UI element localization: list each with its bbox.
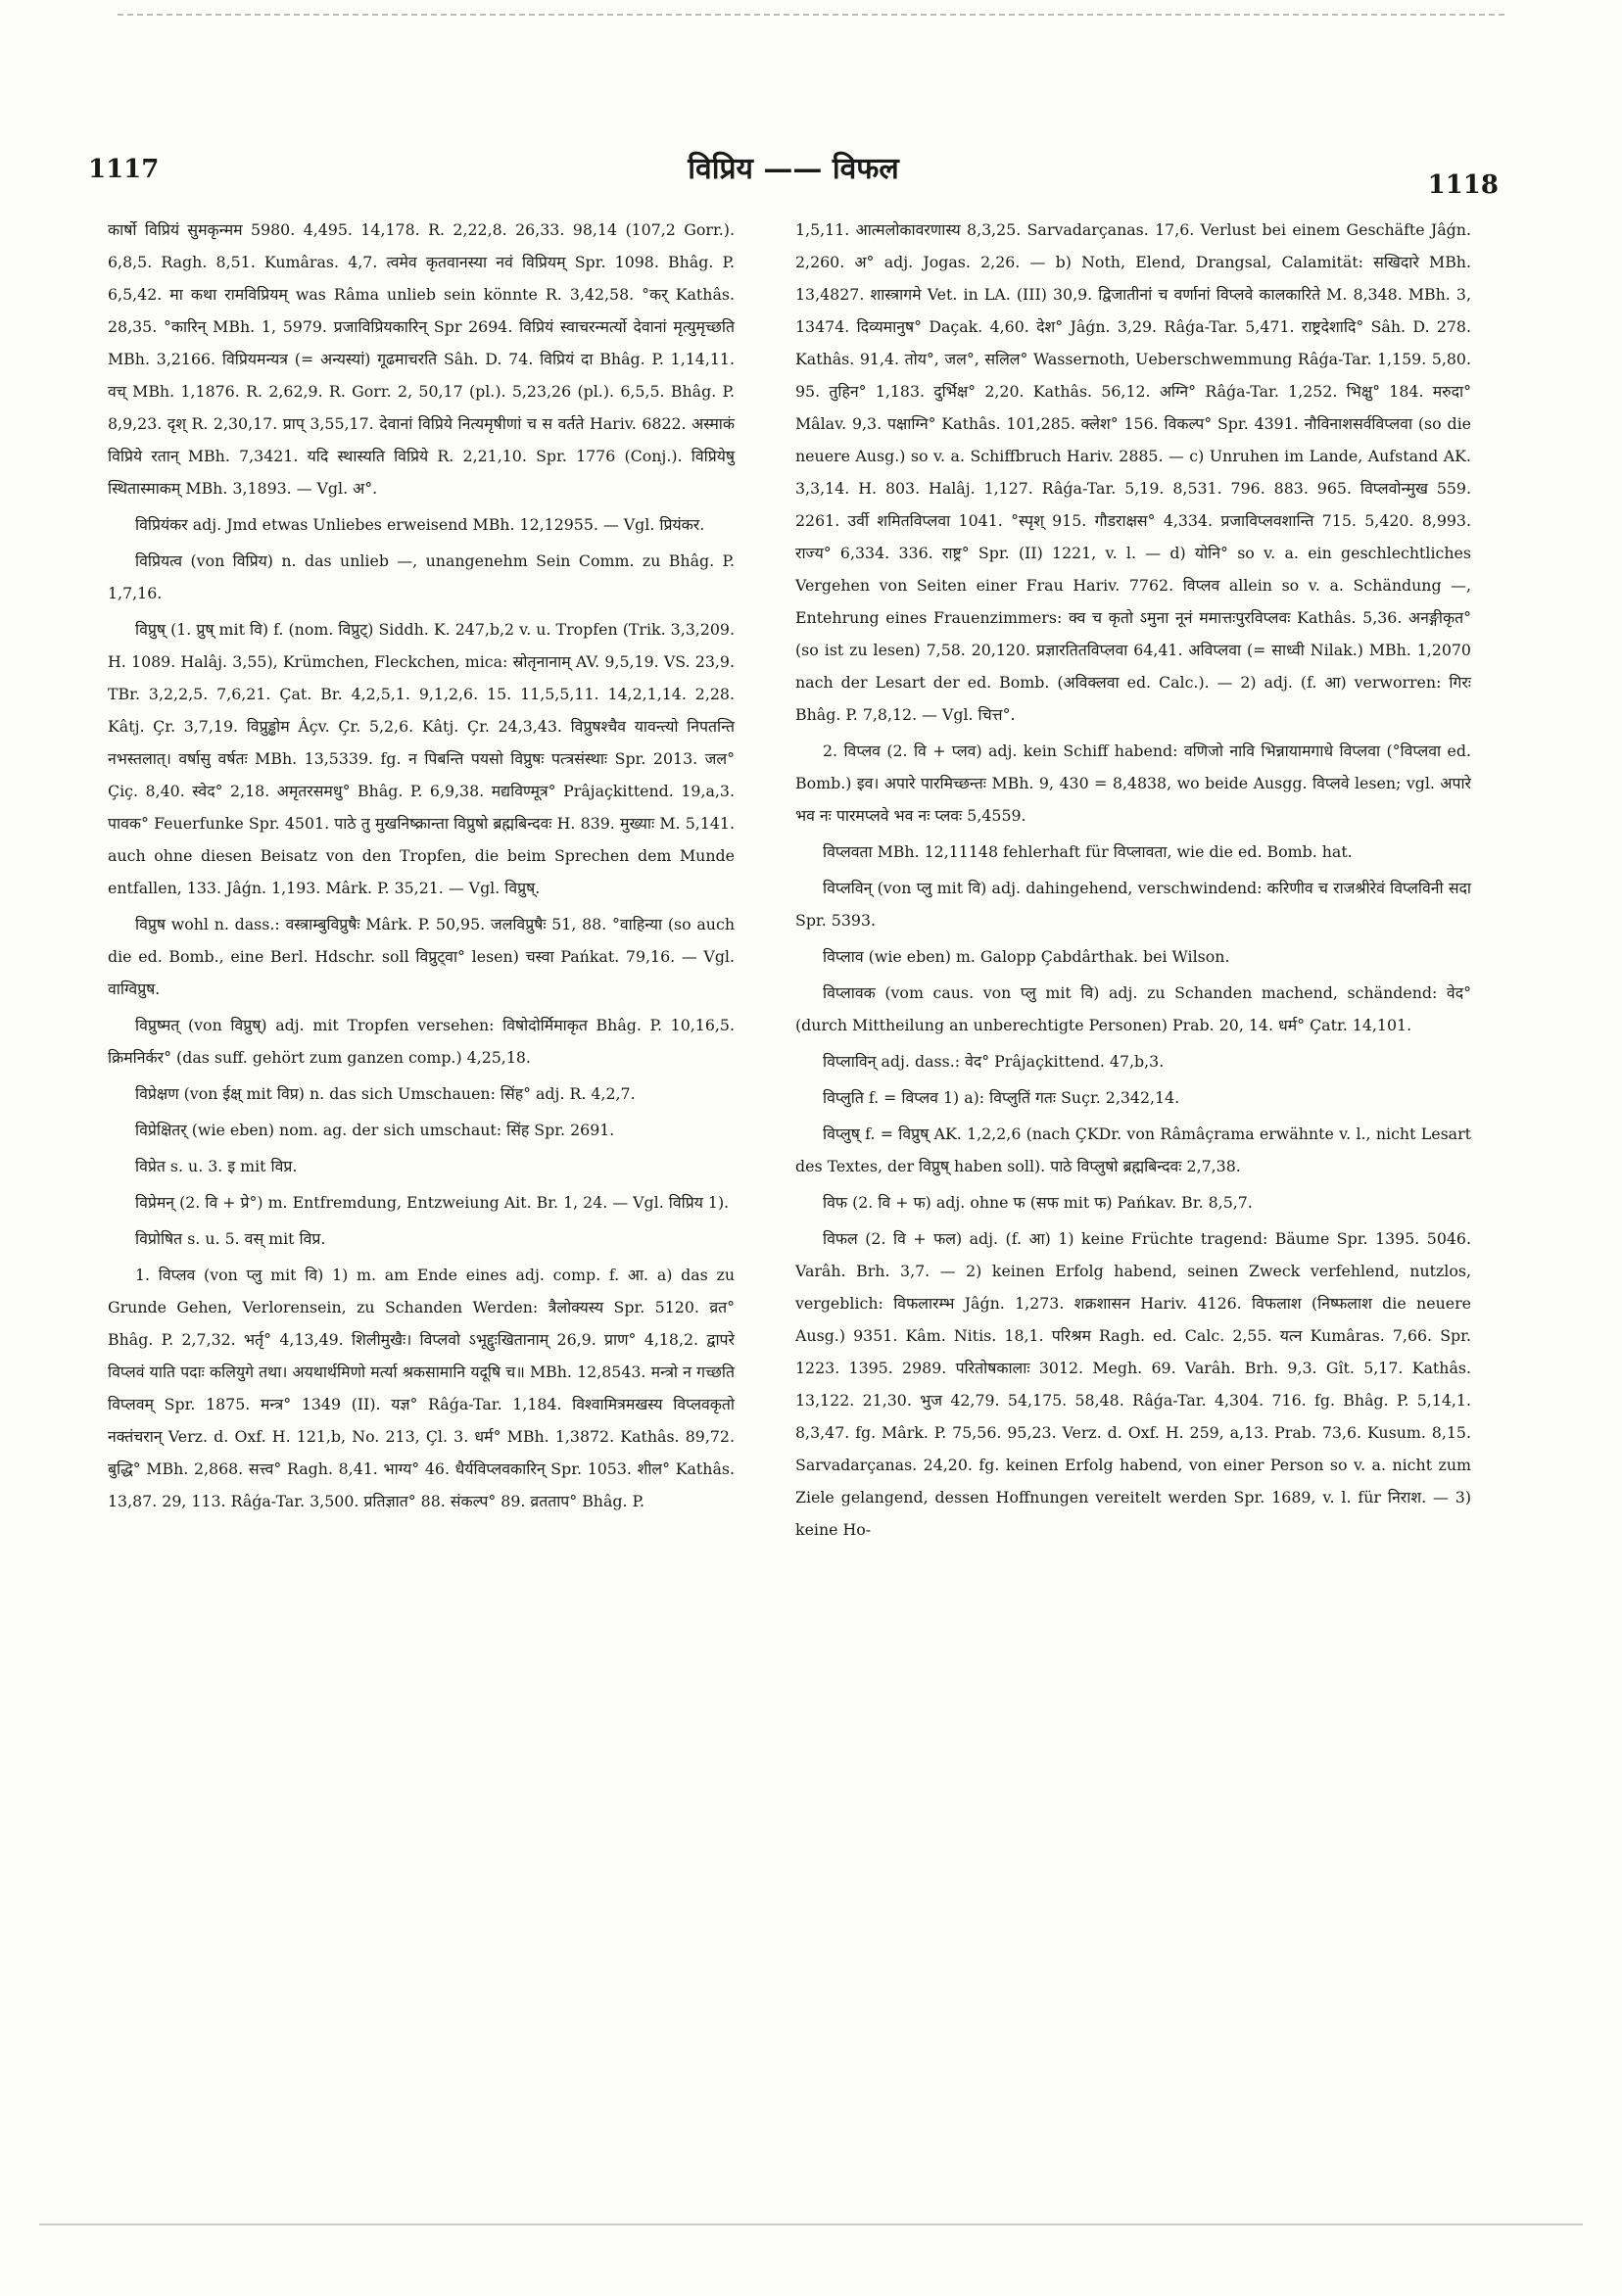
entry-paragraph: विप्रुष् (1. प्रुष् mit वि) f. (nom. विप्रुट्) Siddh. K. 247,b,2 v. u. Tropfen (Trik. 3,3,209. H. 1089. Halâj. 3,55), Krümchen, Fleckchen, mica: स्रोतृनानाम् AV. 9,5,19. VS. 23,9. TBr. 3,2,2,5. 7,6,21. Çat. Br. 4,2,5,1. 9,1,2,6. 15. 11,5,5,11. 14,2,1,14. 2,28. Kâtj. Çr. 3,7,19. विप्रुड्ढोम Âçv. Çr. 5,2,6. Kâtj. Çr. 24,3,43. विप्रुषश्चैव यावन्त्यो निपतन्ति नभस्तलात्। वर्षासु वर्षतः MBh. 13,5339. fg. न पिबन्ति पयसो विप्रुषः पत्त्रसंस्थाः Spr. 2013. जल° Çiç. 8,40. स्वेद° 2,18. अमृतरसमधु° Bhâg. P. 6,9,38. मद्यविण्मूत्र° Prâjaçkittend. 19,a,3. पावक° Feuerfunke Spr. 4501. पाठे तु मुखनिष्क्रान्ता विप्रुषो ब्रह्मबिन्दवः H. 839. मुख्याः M. 5,141. auch ohne diesen Beisatz von den Tropfen, die beim Sprechen dem Munde entfallen, 133. Jâǵn. 1,193. Mârk. P. 35,21. — Vgl. विप्रुष्. — [108, 620, 735, 897]
entry-paragraph: विप्रियत्व (von विप्रिय) n. das unlieb —, unangenehm Sein Comm. zu Bhâg. P. 1,7,16. — [108, 551, 735, 602]
page-number-left: 1117 — [88, 155, 160, 184]
top-rule — [118, 14, 1504, 16]
entry-paragraph: विफ (2. वि + फ) adj. ohne फ (सफ mit फ) Pańkav. Br. 8,5,7. — [823, 1193, 1253, 1212]
entry-paragraph: कार्षो विप्रियं सुमकृन्मम 5980. 4,495. 14,178. R. 2,22,8. 26,33. 98,14 (107,2 Gorr.). 6,8,5. Ragh. 8,51. Kumâras. 4,7. त्वमेव कृतवानस्या नवं विप्रियम् Spr. 1098. Bhâg. P. 6,5,42. मा कथा रामविप्रियम् was Râma unlieb sein könnte R. 3,42,58. °कर् Kathâs. 28,35. °कारिन् MBh. 1, 5979. प्रजाविप्रियकारिन् Spr 2694. विप्रियं स्वाचरन्मर्त्यो देवानां मृत्युमृच्छति MBh. 3,2166. विप्रियमन्यत्र (= अन्यस्यां) गूढमाचरति Sâh. D. 74. विप्रियं दा Bhâg. P. 1,14,11. वच् MBh. 1,1876. R. 2,62,9. R. Gorr. 2, 50,17 (pl.). 5,23,26 (pl.). 6,5,5. Bhâg. P. 8,9,23. दृश् R. 2,30,17. प्राप् 3,55,17. देवानां विप्रिये नित्यमृषीणां च स वर्तते Hariv. 6822. अस्माकं विप्रिये रतान् MBh. 7,3421. यदि स्थास्यति विप्रिये R. 2,21,10. Spr. 1776 (Conj.). विप्रियेषु स्थितास्माकम् MBh. 3,1893. — Vgl. अ°. — [108, 220, 735, 498]
entry-paragraph: विप्लुष् f. = विप्रुष् AK. 1,2,2,6 (nach ÇKDr. von Râmâçrama erwähnte v. l., nicht Lesart des Textes, der विप्रुष् haben soll). पाठे विप्लुषो ब्रह्मबिन्दवः 2,7,38. — [795, 1124, 1471, 1175]
entry-paragraph: 1,5,11. आत्मलोकावरणास्य 8,3,25. Sarvadarçanas. 17,6. Verlust bei einem Geschäfte Jâǵn. 2,260. अ° adj. Jogas. 2,26. — b) Noth, Elend, Drangsal, Calamität: सखिदारे MBh. 13,4827. शास्त्रागमे Vet. in LA. (III) 30,9. द्विजातीनां च वर्णानां विप्लवे कालकारिते M. 8,348. MBh. 3, 13474. दिव्यमानुष° Daçak. 4,60. देश° Jâǵn. 3,29. Râǵa-Tar. 5,471. राष्ट्रदेशादि° Sâh. D. 278. Kathâs. 91,4. तोय°, जल°, सलिल° Wassernoth, Ueberschwemmung Râǵa-Tar. 1,159. 5,80. 95. तुहिन° 1,183. दुर्भिक्ष° 2,20. Kathâs. 56,12. अग्नि° Râǵa-Tar. 1,252. भिक्षु° 184. मरुदा° Mâlav. 9,3. पक्षाग्नि° Kathâs. 101,285. क्लेश° 156. विकल्प° Spr. 4391. नौविनाशसर्वविप्लवा (so die neuere Ausg.) so v. a. Schiffbruch Hariv. 2885. — c) Unruhen im Lande, Aufstand AK. 3,3,14. H. 803. Halâj. 1,127. Râǵa-Tar. 5,19. 8,531. 796. 883. 965. विप्लवोन्मुख 559. 2261. उर्वी शमितविप्लवा 1041. °स्पृश् 915. गौडराक्षस° 4,334. प्रजाविप्लवशान्ति 715. 5,420. 8,993. राज्य° 6,334. 336. राष्ट्र° Spr. (II) 1221, v. l. — d) योनि° so v. a. ein geschlechtliches Vergehen von Seiten einer Frau Hariv. 7762. विप्लव allein so v. a. Schändung —, Entehrung eines Frauenzimmers: क्व च कृतो ऽमुना नूनं ममात्तःपुरविप्लवः Kathâs. 5,36. अनङ्गीकृत° (so ist zu lesen) 7,58. 20,120. प्रज्ञारतितविप्लवा 64,41. अविप्लवा (= साध्वी Nilak.) MBh. 1,2070 nach der Lesart der ed. Bomb. (अविक्लवा ed. Calc.). — 2) adj. (f. आ) verworren: गिरः Bhâg. P. 7,8,12. — Vgl. चित्त°. — [795, 220, 1471, 724]
entry-paragraph: विप्लवता MBh. 12,11148 fehlerhaft für विप्लावता, wie die ed. Bomb. hat. — [823, 842, 1353, 861]
entry-paragraph: विप्लुति f. = विप्लव 1) a): विप्लुतिं गतः Suçr. 2,342,14. — [823, 1088, 1180, 1107]
page-number-right: 1118 — [1427, 170, 1499, 200]
entry-paragraph: विप्लाविन् adj. dass.: वेद° Prâjaçkittend. 47,b,3. — [823, 1052, 1165, 1071]
right-column — [795, 214, 1471, 1550]
entry-paragraph: विप्रुष wohl n. dass.: वस्त्राम्बुविप्रुषैः Mârk. P. 50,95. जलविप्रुषैः 51, 88. °वाहिन्या (so auch die ed. Bomb., eine Berl. Hdschr. soll विप्रुट्वा° lesen) चस्वा Pańkat. 79,16. — Vgl. वाग्विप्रुष. — [108, 915, 735, 998]
page-header — [88, 147, 1499, 200]
entry-paragraph: विप्रोषित s. u. 5. वस् mit विप्र. — [135, 1229, 326, 1248]
entry-paragraph: विप्रेत s. u. 3. इ mit विप्र. — [135, 1157, 298, 1175]
entry-paragraph: विप्रेमन् (2. वि + प्रे°) m. Entfremdung, Entzweiung Ait. Br. 1, 24. — Vgl. विप्रिय 1). — [135, 1193, 730, 1212]
entry-paragraph: 2. विप्लव (2. वि + प्लव) adj. kein Schiff habend: वणिजो नावि भिन्नायामगाधे विप्लवा (°विप्लवा ed. Bomb.) इव। अपारे पारमिच्छन्तः MBh. 9, 430 = 8,4838, wo beide Ausgg. विप्लवे lesen; vgl. अपारे भव नः पारमप्लवे भव नः प्लवः 5,4559. — [795, 741, 1471, 825]
entry-paragraph: विप्रेक्षण (von ईक्ष् mit विप्र) n. das sich Umschauen: सिंह° adj. R. 4,2,7. — [135, 1084, 636, 1103]
entry-paragraph: विफल (2. वि + फल) adj. (f. आ) 1) keine Früchte tragend: Bäume Spr. 1395. 5046. Varâh. Brh. 3,7. — 2) keinen Erfolg habend, seinen Zweck verfehlend, nutzlos, vergeblich: विफलारम्भ Jâǵn. 1,273. शक्रशासन Hariv. 4126. विफलाश (निष्फलाश die neuere Ausg.) 9351. Kâm. Nitis. 18,1. परिश्रम Ragh. ed. Calc. 2,55. यत्न Kumâras. 7,66. Spr. 1223. 1395. 2989. परितोषकालाः 3012. Megh. 69. Varâh. Brh. 9,3. Gît. 5,17. Kathâs. 13,122. 21,30. भुज 42,79. 54,175. 58,48. Râǵa-Tar. 4,304. 716. fg. Bhâg. P. 5,14,1. 8,3,47. fg. Mârk. P. 75,56. 95,23. Verz. d. Oxf. H. 259, a,13. Prab. 73,6. Kusum. 8,15. Sarvadarçanas. 24,20. fg. keinen Erfolg habend, von einer Person so v. a. nicht zum Ziele gelangend, dessen Hoffnungen vereitelt werden Spr. 1689, v. l. für निराश. — 3) keine Ho- — [795, 1229, 1471, 1539]
entry-paragraph: 1. विप्लव (von प्लु mit वि) 1) m. am Ende eines adj. comp. f. आ. a) das zu Grunde Gehen, Verlorensein, zu Schanden Werden: त्रैलोक्यस्य Spr. 5120. व्रत° Bhâg. P. 2,7,32. भर्तृ° 4,13,49. शिलीमुखैः। विप्लवो ऽभूद्दुःखितानाम् 26,9. प्राण° 4,18,2. द्वापरे विप्लवं याति पदाः कलियुगे तथा। अयथार्थमिणो मर्त्या श्रकसामानि यदूषि च॥ MBh. 12,8543. मन्त्रो न गच्छति विप्लवम् Spr. 1875. मन्त्र° 1349 (II). यज्ञ° Râǵa-Tar. 1,184. विश्वामित्रमखस्य विप्लवकृतो नक्तंचरान् Verz. d. Oxf. H. 121,b, No. 213, Çl. 3. धर्म° MBh. 1,3872. Kathâs. 89,72. बुद्धि° MBh. 2,868. सत्त्व° Ragh. 8,41. भाग्य° 46. धैर्यविप्लवकारिन् Spr. 1053. शील° Kathâs. 13,87. 29, 113. Râǵa-Tar. 3,500. प्रतिज्ञात° 88. संकल्प° 89. व्रतताप° Bhâg. P. — [108, 1266, 735, 1510]
entry-paragraph: विप्लावक (vom caus. von प्लु mit वि) adj. zu Schanden machend, schändend: वेद° (durch Mittheilung an unberechtigte Personen) Prab. 20, 14. धर्म° Çatr. 14,101. — [795, 983, 1471, 1034]
entry-paragraph: विप्लाव (wie eben) m. Galopp Çabdârthak. bei Wilson. — [823, 947, 1230, 966]
entry-paragraph: विप्रेक्षितर् (wie eben) nom. ag. der sich umschaut: सिंह Spr. 2691. — [135, 1121, 615, 1139]
running-head: विप्रिय —— विफल — [688, 152, 899, 186]
bottom-rule — [39, 2224, 1583, 2225]
entry-paragraph: विप्लविन् (von प्लु mit वि) adj. dahingehend, verschwindend: करिणीव च राजश्रीरेवं विप्लविनी सदा Spr. 5393. — [795, 879, 1471, 930]
entry-paragraph: विप्रियंकर adj. Jmd etwas Unliebes erweisend MBh. 12,12955. — Vgl. प्रियंकर. — [135, 515, 705, 534]
left-column — [108, 214, 735, 1521]
entry-paragraph: विप्रुष्मत् (von विप्रुष्) adj. mit Tropfen versehen: विषोदोर्मिमाकृत Bhâg. P. 10,16,5. क्रिमनिर्कर° (das suff. gehört zum ganzen comp.) 4,25,18. — [108, 1016, 735, 1067]
